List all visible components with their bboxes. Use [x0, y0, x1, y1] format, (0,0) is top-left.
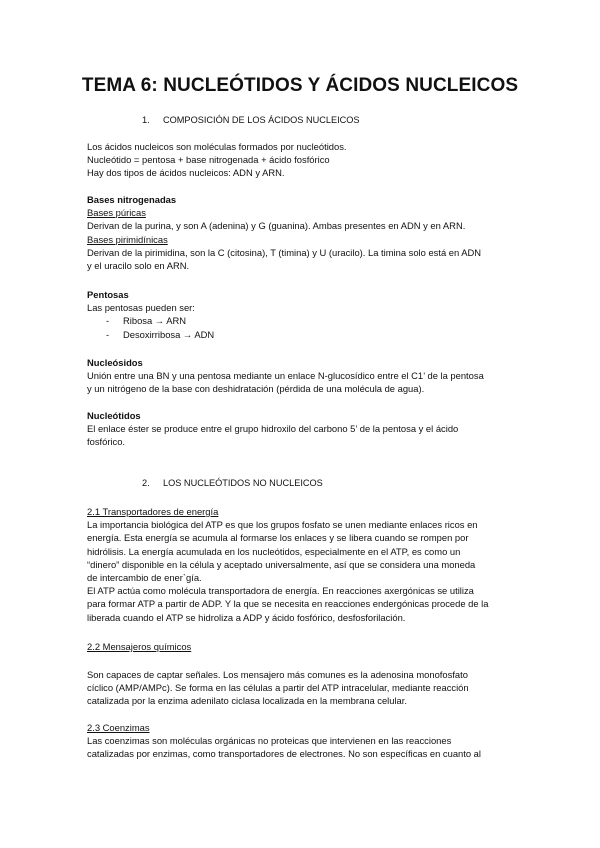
paragraph-line: La importancia biológica del ATP es que los grupos fosfato se unen mediante enlaces ricos en: [87, 519, 478, 531]
paragraph-line: Nucleótido = pentosa + base nitrogenada + ácido fosfórico: [87, 154, 330, 166]
subheading-transportadores: 2.1 Transportadores de energía: [87, 506, 219, 517]
paragraph-line: Los ácidos nucleicos son moléculas formados por nucleótidos.: [87, 141, 347, 152]
paragraph-line: Son capaces de captar señales. Los mensajero más comunes es la adenosina monofosfato: [87, 669, 468, 680]
subheading-mensajeros: 2.2 Mensajeros químicos: [87, 641, 192, 652]
subheading-pentosas: Pentosas: [87, 289, 129, 300]
section-label: LOS NUCLEÓTIDOS NO NUCLEICOS: [163, 478, 323, 488]
paragraph-line: “dinero” disponible en la célula y aceptado universalmente, así que se considera una moneda: [87, 558, 476, 570]
pentosas-block: [87, 288, 517, 341]
subheading-bases-puricas: Bases púricas: [87, 207, 146, 219]
subheading-nucleosidos: Nucleósidos: [87, 357, 143, 368]
transportadores-block: [87, 505, 517, 624]
paragraph-line: El ATP actúa como molécula transportadora de energía. En reacciones axergónicas se utiliza: [87, 585, 474, 597]
page-title: TEMA 6: NUCLEÓTIDOS Y ÁCIDOS NUCLEICOS: [81, 75, 519, 96]
paragraph-line: para formar ATP a partir de ADP. Y la que se necesita en reacciones endergónicas procede de la: [87, 598, 489, 610]
subheading-coenzimas: 2.3 Coenzimas: [87, 722, 150, 733]
paragraph-line: liberada cuando el ATP se hidroliza a ADP y ácido fosfórico, desfosforilación.: [87, 611, 406, 623]
paragraph-line: Las pentosas pueden ser:: [87, 302, 195, 314]
nucleotidos-block: [87, 409, 517, 449]
section-heading-2: [142, 477, 323, 490]
section-heading-1: [142, 114, 360, 127]
subheading-nucleotidos: Nucleótidos: [87, 410, 141, 421]
subheading-bases-pirimidinicas: Bases pirimidínicas: [87, 233, 168, 245]
paragraph-line: El enlace éster se produce entre el grupo hidroxilo del carbono 5’ de la pentosa y el ácido: [87, 423, 459, 435]
coenzimas-block: [87, 721, 517, 761]
section-number: 2.: [142, 478, 150, 488]
intro-block: [87, 140, 517, 180]
paragraph-line: Las coenzimas son moléculas orgánicas no proteicas que intervienen en las reacciones: [87, 735, 452, 747]
paragraph-line: Derivan de la purina, y son A (adenina) y G (guanina). Ambas presentes en ADN y en ARN.: [87, 220, 466, 232]
nucleosidos-block: [87, 356, 517, 396]
list-item: - Ribosa → ARN: [106, 315, 187, 327]
paragraph-line: Unión entre una BN y una pentosa mediante un enlace N-glucosídico entre el C1’ de la pentosa: [87, 370, 484, 382]
paragraph-line: catalizada por la enzima adenilato ciclasa localizada en la membrana celular.: [87, 695, 407, 707]
paragraph-line: y un nitrógeno de la base con deshidratación (pérdida de una molécula de agua).: [87, 383, 425, 395]
paragraph-line: de intercambio de ener`gía.: [87, 572, 202, 584]
section-number: 1.: [142, 115, 150, 125]
bases-block: [87, 193, 517, 272]
paragraph-line: catalizadas por enzimas, como transportadores de electrones. No son específicas en cuanto al: [87, 748, 481, 760]
subheading-bases: Bases nitrogenadas: [87, 194, 177, 205]
paragraph-line: Hay dos tipos de ácidos nucleicos: ADN y ARN.: [87, 167, 285, 179]
paragraph-line: Derivan de la pirimidina, son la C (citosina), T (timina) y U (uracilo). La timina solo está en ADN: [87, 246, 482, 258]
paragraph-line: hidrólisis. La energía acumulada en los nucleótidos, especialmente en el ATP, es como un: [87, 545, 461, 557]
paragraph-line: energía. Esta energía se acumula al formarse los enlaces y se libera cuando se rompen por: [87, 532, 469, 544]
list-item: - Desoxirribosa → ADN: [106, 328, 215, 340]
mensajeros-block: [87, 640, 517, 653]
mensajeros-text: [87, 668, 517, 708]
paragraph-line: fosfórico.: [87, 436, 126, 448]
paragraph-line: cíclico (AMP/AMPc). Se forma en las células a partir del ATP intracelular, mediante reacción: [87, 682, 469, 694]
paragraph-line: y el uracilo solo en ARN.: [87, 260, 190, 272]
section-label: COMPOSICIÓN DE LOS ÁCIDOS NUCLEICOS: [163, 115, 360, 125]
